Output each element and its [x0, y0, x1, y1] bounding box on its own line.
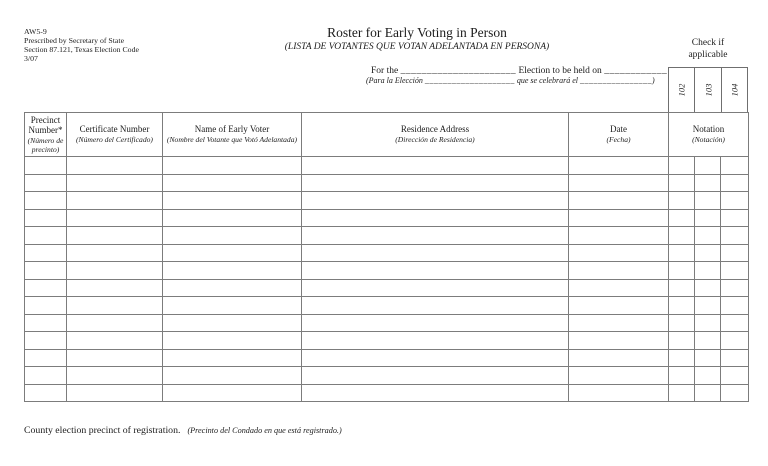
- table-row: [25, 279, 749, 297]
- cell-notation-104[interactable]: [721, 157, 749, 175]
- election-held-on-label: Election to be held on: [516, 66, 605, 76]
- cell-residence[interactable]: [302, 174, 569, 192]
- cell-precinct[interactable]: [25, 262, 67, 280]
- cell-name[interactable]: [163, 384, 302, 402]
- cell-date[interactable]: [569, 157, 669, 175]
- cell-notation-103[interactable]: [695, 384, 721, 402]
- table-row: [25, 314, 749, 332]
- roster-table-body: [25, 157, 749, 402]
- cell-residence[interactable]: [302, 297, 569, 315]
- cell-name[interactable]: [163, 332, 302, 350]
- column-header-notation-en: Notation: [692, 124, 725, 135]
- cell-residence[interactable]: [302, 332, 569, 350]
- column-header-certificate-es: (Número del Certificado): [76, 134, 153, 144]
- column-header-notation: [669, 113, 749, 157]
- check-column-cell-104: [721, 68, 747, 112]
- cell-notation-103[interactable]: [695, 349, 721, 367]
- column-header-certificate-en: Certificate Number: [79, 124, 150, 135]
- cell-date[interactable]: [569, 384, 669, 402]
- prescribed-by-line: Prescribed by Secretary of State: [24, 36, 125, 45]
- column-header-residence-en: Residence Address: [400, 124, 470, 135]
- cell-date[interactable]: [569, 349, 669, 367]
- election-prefix-label-es: (Para la Elección: [366, 76, 425, 85]
- cell-notation-103[interactable]: [695, 157, 721, 175]
- cell-name[interactable]: [163, 209, 302, 227]
- cell-notation-103[interactable]: [695, 174, 721, 192]
- table-row: [25, 174, 749, 192]
- cell-date[interactable]: [569, 244, 669, 262]
- check-if-line1: Check if: [691, 38, 725, 48]
- cell-date[interactable]: [569, 279, 669, 297]
- cell-name[interactable]: [163, 279, 302, 297]
- cell-name[interactable]: [163, 244, 302, 262]
- cell-notation-103[interactable]: [695, 227, 721, 245]
- cell-notation-104[interactable]: [721, 297, 749, 315]
- cell-notation-102[interactable]: [669, 279, 695, 297]
- cell-certificate[interactable]: [67, 262, 163, 280]
- cell-notation-103[interactable]: [695, 209, 721, 227]
- cell-name[interactable]: [163, 367, 302, 385]
- cell-certificate[interactable]: [67, 314, 163, 332]
- cell-name[interactable]: [163, 157, 302, 175]
- cell-notation-104[interactable]: [721, 349, 749, 367]
- cell-certificate[interactable]: [67, 192, 163, 210]
- election-prefix-label: For the: [371, 66, 401, 76]
- cell-name[interactable]: [163, 349, 302, 367]
- cell-name[interactable]: [163, 192, 302, 210]
- column-header-precinct-es: (Número de precinto): [27, 135, 64, 154]
- cell-certificate[interactable]: [67, 244, 163, 262]
- cell-residence[interactable]: [302, 262, 569, 280]
- cell-notation-103[interactable]: [695, 297, 721, 315]
- cell-residence[interactable]: [302, 384, 569, 402]
- column-header-residence-es: (Dirección de Residencia): [395, 134, 475, 144]
- cell-notation-104[interactable]: [721, 279, 749, 297]
- cell-notation-104[interactable]: [721, 209, 749, 227]
- cell-certificate[interactable]: [67, 227, 163, 245]
- check-column-cell-102: [669, 68, 694, 112]
- column-header-residence: [302, 113, 569, 157]
- cell-date[interactable]: [569, 314, 669, 332]
- column-header-date-en: Date: [610, 124, 627, 135]
- cell-certificate[interactable]: [67, 297, 163, 315]
- cell-precinct[interactable]: [25, 384, 67, 402]
- column-header-name-es: (Nombre del Votante que Votó Adelantada): [166, 134, 298, 144]
- cell-notation-104[interactable]: [721, 174, 749, 192]
- cell-date[interactable]: [569, 209, 669, 227]
- election-name-blank-es[interactable]: ____________________: [424, 76, 515, 85]
- cell-name[interactable]: [163, 174, 302, 192]
- cell-notation-102[interactable]: [669, 209, 695, 227]
- cell-precinct[interactable]: [25, 157, 67, 175]
- table-row: [25, 192, 749, 210]
- cell-notation-104[interactable]: [721, 262, 749, 280]
- cell-notation-103[interactable]: [695, 192, 721, 210]
- election-date-blank-es[interactable]: ________________: [579, 76, 652, 85]
- table-row: [25, 262, 749, 280]
- election-held-on-label-es: que se celebrará el: [514, 76, 580, 85]
- check-column-label-102: 102: [676, 83, 687, 97]
- column-header-date: [569, 113, 669, 157]
- table-row: [25, 157, 749, 175]
- column-header-name: [163, 113, 302, 157]
- cell-precinct[interactable]: [25, 244, 67, 262]
- column-header-precinct: [25, 113, 67, 157]
- cell-precinct[interactable]: [25, 192, 67, 210]
- check-column-label-103: 103: [702, 83, 713, 97]
- cell-certificate[interactable]: [67, 209, 163, 227]
- cell-date[interactable]: [569, 332, 669, 350]
- column-header-date-es: (Fecha): [606, 134, 631, 144]
- cell-notation-103[interactable]: [695, 332, 721, 350]
- cell-notation-104[interactable]: [721, 384, 749, 402]
- column-header-certificate: [67, 113, 163, 157]
- cell-notation-103[interactable]: [695, 367, 721, 385]
- table-row: [25, 367, 749, 385]
- cell-notation-103[interactable]: [695, 314, 721, 332]
- election-line-spanish: [366, 76, 667, 85]
- table-row: [25, 244, 749, 262]
- cell-date[interactable]: [569, 367, 669, 385]
- cell-residence[interactable]: [302, 367, 569, 385]
- cell-residence[interactable]: [302, 227, 569, 245]
- table-row: [25, 297, 749, 315]
- roster-table: [24, 112, 749, 402]
- cell-name[interactable]: [163, 227, 302, 245]
- cell-notation-104[interactable]: [721, 227, 749, 245]
- cell-certificate[interactable]: [67, 367, 163, 385]
- cell-precinct[interactable]: [25, 209, 67, 227]
- title-block: [100, 25, 734, 52]
- election-line: [366, 66, 668, 85]
- cell-date[interactable]: [569, 227, 669, 245]
- cell-notation-102[interactable]: [669, 297, 695, 315]
- cell-residence[interactable]: [302, 279, 569, 297]
- cell-notation-102[interactable]: [669, 174, 695, 192]
- cell-precinct[interactable]: [25, 367, 67, 385]
- cell-notation-104[interactable]: [721, 314, 749, 332]
- cell-residence[interactable]: [302, 349, 569, 367]
- cell-precinct[interactable]: [25, 279, 67, 297]
- cell-date[interactable]: [569, 174, 669, 192]
- cell-notation-104[interactable]: [721, 244, 749, 262]
- table-row: [25, 209, 749, 227]
- cell-notation-102[interactable]: [669, 227, 695, 245]
- cell-name[interactable]: [163, 297, 302, 315]
- cell-residence[interactable]: [302, 157, 569, 175]
- cell-notation-102[interactable]: [669, 384, 695, 402]
- cell-precinct[interactable]: [25, 227, 67, 245]
- page-title: Roster for Early Voting in Person: [327, 25, 507, 40]
- cell-notation-103[interactable]: [695, 262, 721, 280]
- cell-certificate[interactable]: [67, 174, 163, 192]
- election-suffix-es: ): [651, 76, 655, 85]
- table-row: [25, 384, 749, 402]
- cell-name[interactable]: [163, 262, 302, 280]
- cell-date[interactable]: [569, 262, 669, 280]
- cell-certificate[interactable]: [67, 279, 163, 297]
- roster-table-header: [25, 113, 749, 157]
- cell-residence[interactable]: [302, 314, 569, 332]
- check-column-label-104: 104: [729, 83, 740, 97]
- column-header-precinct-en: Precinct Number*: [28, 114, 63, 136]
- cell-notation-102[interactable]: [669, 314, 695, 332]
- election-line-english: [371, 66, 667, 76]
- cell-notation-102[interactable]: [669, 262, 695, 280]
- cell-residence[interactable]: [302, 244, 569, 262]
- election-name-blank[interactable]: ______________________: [400, 66, 517, 76]
- cell-date[interactable]: [569, 297, 669, 315]
- footnote-spanish: (Precinto del Condado en que está registrado.): [187, 426, 342, 435]
- cell-notation-102[interactable]: [669, 244, 695, 262]
- cell-notation-103[interactable]: [695, 244, 721, 262]
- cell-precinct[interactable]: [25, 332, 67, 350]
- cell-notation-104[interactable]: [721, 192, 749, 210]
- check-if-line2: applicable: [688, 50, 728, 60]
- check-columns-box: [668, 67, 748, 113]
- form-code: AW5-9: [24, 27, 47, 36]
- revision-date: 3/07: [24, 54, 38, 63]
- cell-residence[interactable]: [302, 192, 569, 210]
- cell-precinct[interactable]: [25, 297, 67, 315]
- cell-residence[interactable]: [302, 209, 569, 227]
- cell-name[interactable]: [163, 314, 302, 332]
- cell-precinct[interactable]: [25, 349, 67, 367]
- cell-notation-104[interactable]: [721, 367, 749, 385]
- cell-certificate[interactable]: [67, 349, 163, 367]
- cell-certificate[interactable]: [67, 332, 163, 350]
- footnote-english: County election precinct of registration.: [24, 425, 181, 436]
- table-row: [25, 349, 749, 367]
- cell-notation-102[interactable]: [669, 157, 695, 175]
- cell-certificate[interactable]: [67, 157, 163, 175]
- table-row: [25, 227, 749, 245]
- section-line: Section 87.121, Texas Election Code: [24, 45, 139, 54]
- footnote: [24, 425, 342, 436]
- cell-notation-103[interactable]: [695, 279, 721, 297]
- cell-notation-102[interactable]: [669, 192, 695, 210]
- check-if-applicable-label: [664, 37, 752, 61]
- cell-certificate[interactable]: [67, 384, 163, 402]
- cell-precinct[interactable]: [25, 314, 67, 332]
- column-header-name-en: Name of Early Voter: [194, 124, 270, 135]
- check-column-cell-103: [694, 68, 720, 112]
- cell-precinct[interactable]: [25, 174, 67, 192]
- table-row: [25, 332, 749, 350]
- cell-notation-102[interactable]: [669, 332, 695, 350]
- cell-date[interactable]: [569, 192, 669, 210]
- page-subtitle: (LISTA DE VOTANTES QUE VOTAN ADELANTADA EN PERSONA): [284, 42, 550, 52]
- cell-notation-102[interactable]: [669, 367, 695, 385]
- cell-notation-104[interactable]: [721, 332, 749, 350]
- column-header-notation-es: (Notación): [692, 134, 725, 144]
- cell-notation-102[interactable]: [669, 349, 695, 367]
- election-date-blank[interactable]: ____________: [604, 66, 668, 76]
